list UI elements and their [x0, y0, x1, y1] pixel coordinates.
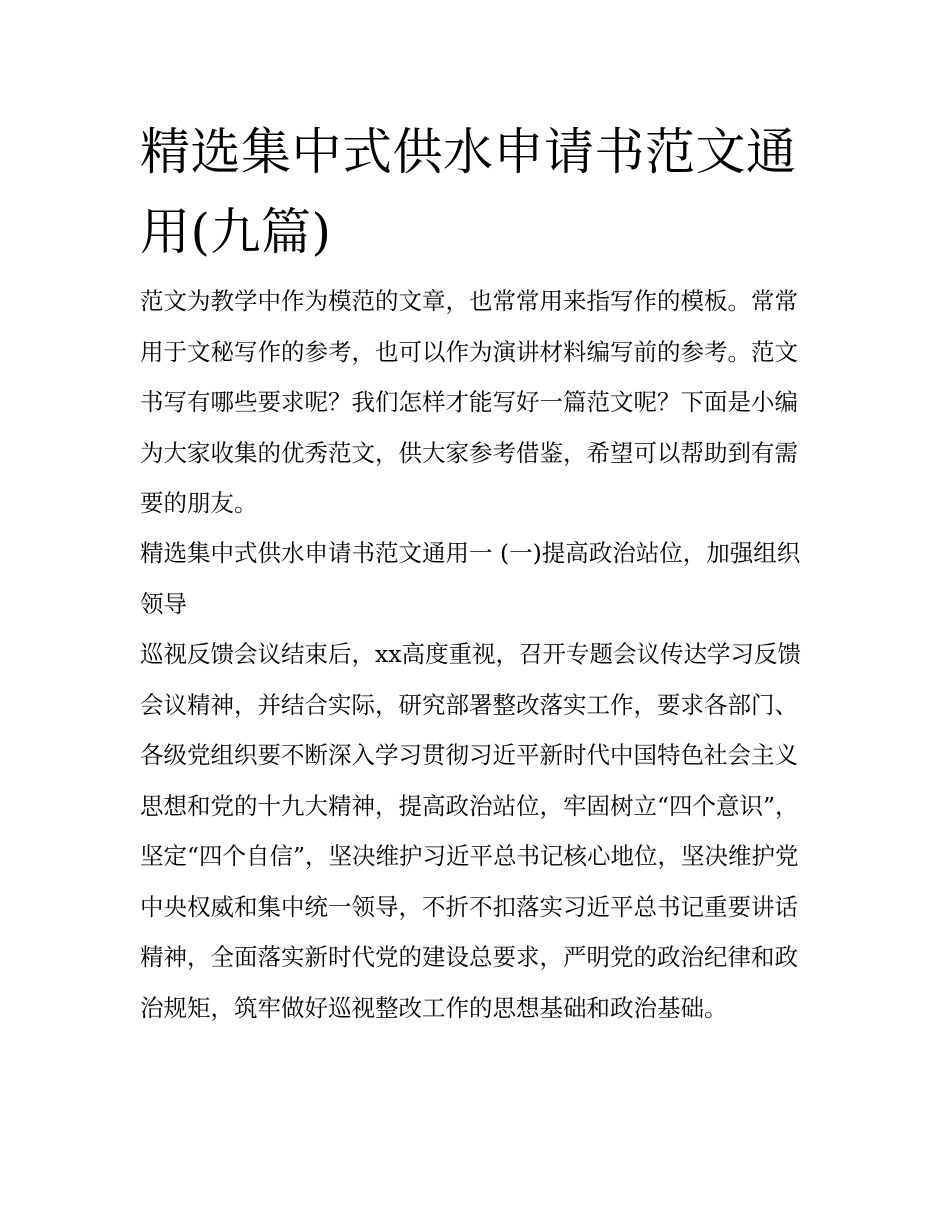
section-body-paragraph: 巡视反馈会议结束后，xx高度重视，召开专题会议传达学习反馈会议精神，并结合实际，研究部署整改落实工作，要求各部门、各级党组织要不断深入学习贯彻习近平新时代中国特色社会主义思想和党的十九大精神，提高政治站位，牢固树立“四个意识”，坚定“四个自信”，坚决维护习近平总书记核心地位，坚决维护党中央权威和集中统一领导，不折不扣落实习近平总书记重要讲话精神，全面落实新时代党的建设总要求，严明党的政治纪律和政治规矩，筑牢做好巡视整改工作的思想基础和政治基础。: [140, 640, 802, 1022]
section-heading: 精选集中式供水申请书范文通用一 (一)提高政治站位，加强组织领导: [140, 539, 801, 618]
intro-paragraph: 范文为教学中作为模范的文章，也常常用来指写作的模板。常常用于文秘写作的参考，也可以作为演讲材料编写前的参考。范文书写有哪些要求呢？我们怎样才能写好一篇范文呢？下面是小编为大家收集的优秀范文，供大家参考借鉴，希望可以帮助到有需要的朋友。: [140, 287, 798, 517]
document-title: 精选集中式供水申请书范文通用(九篇): [140, 123, 797, 261]
